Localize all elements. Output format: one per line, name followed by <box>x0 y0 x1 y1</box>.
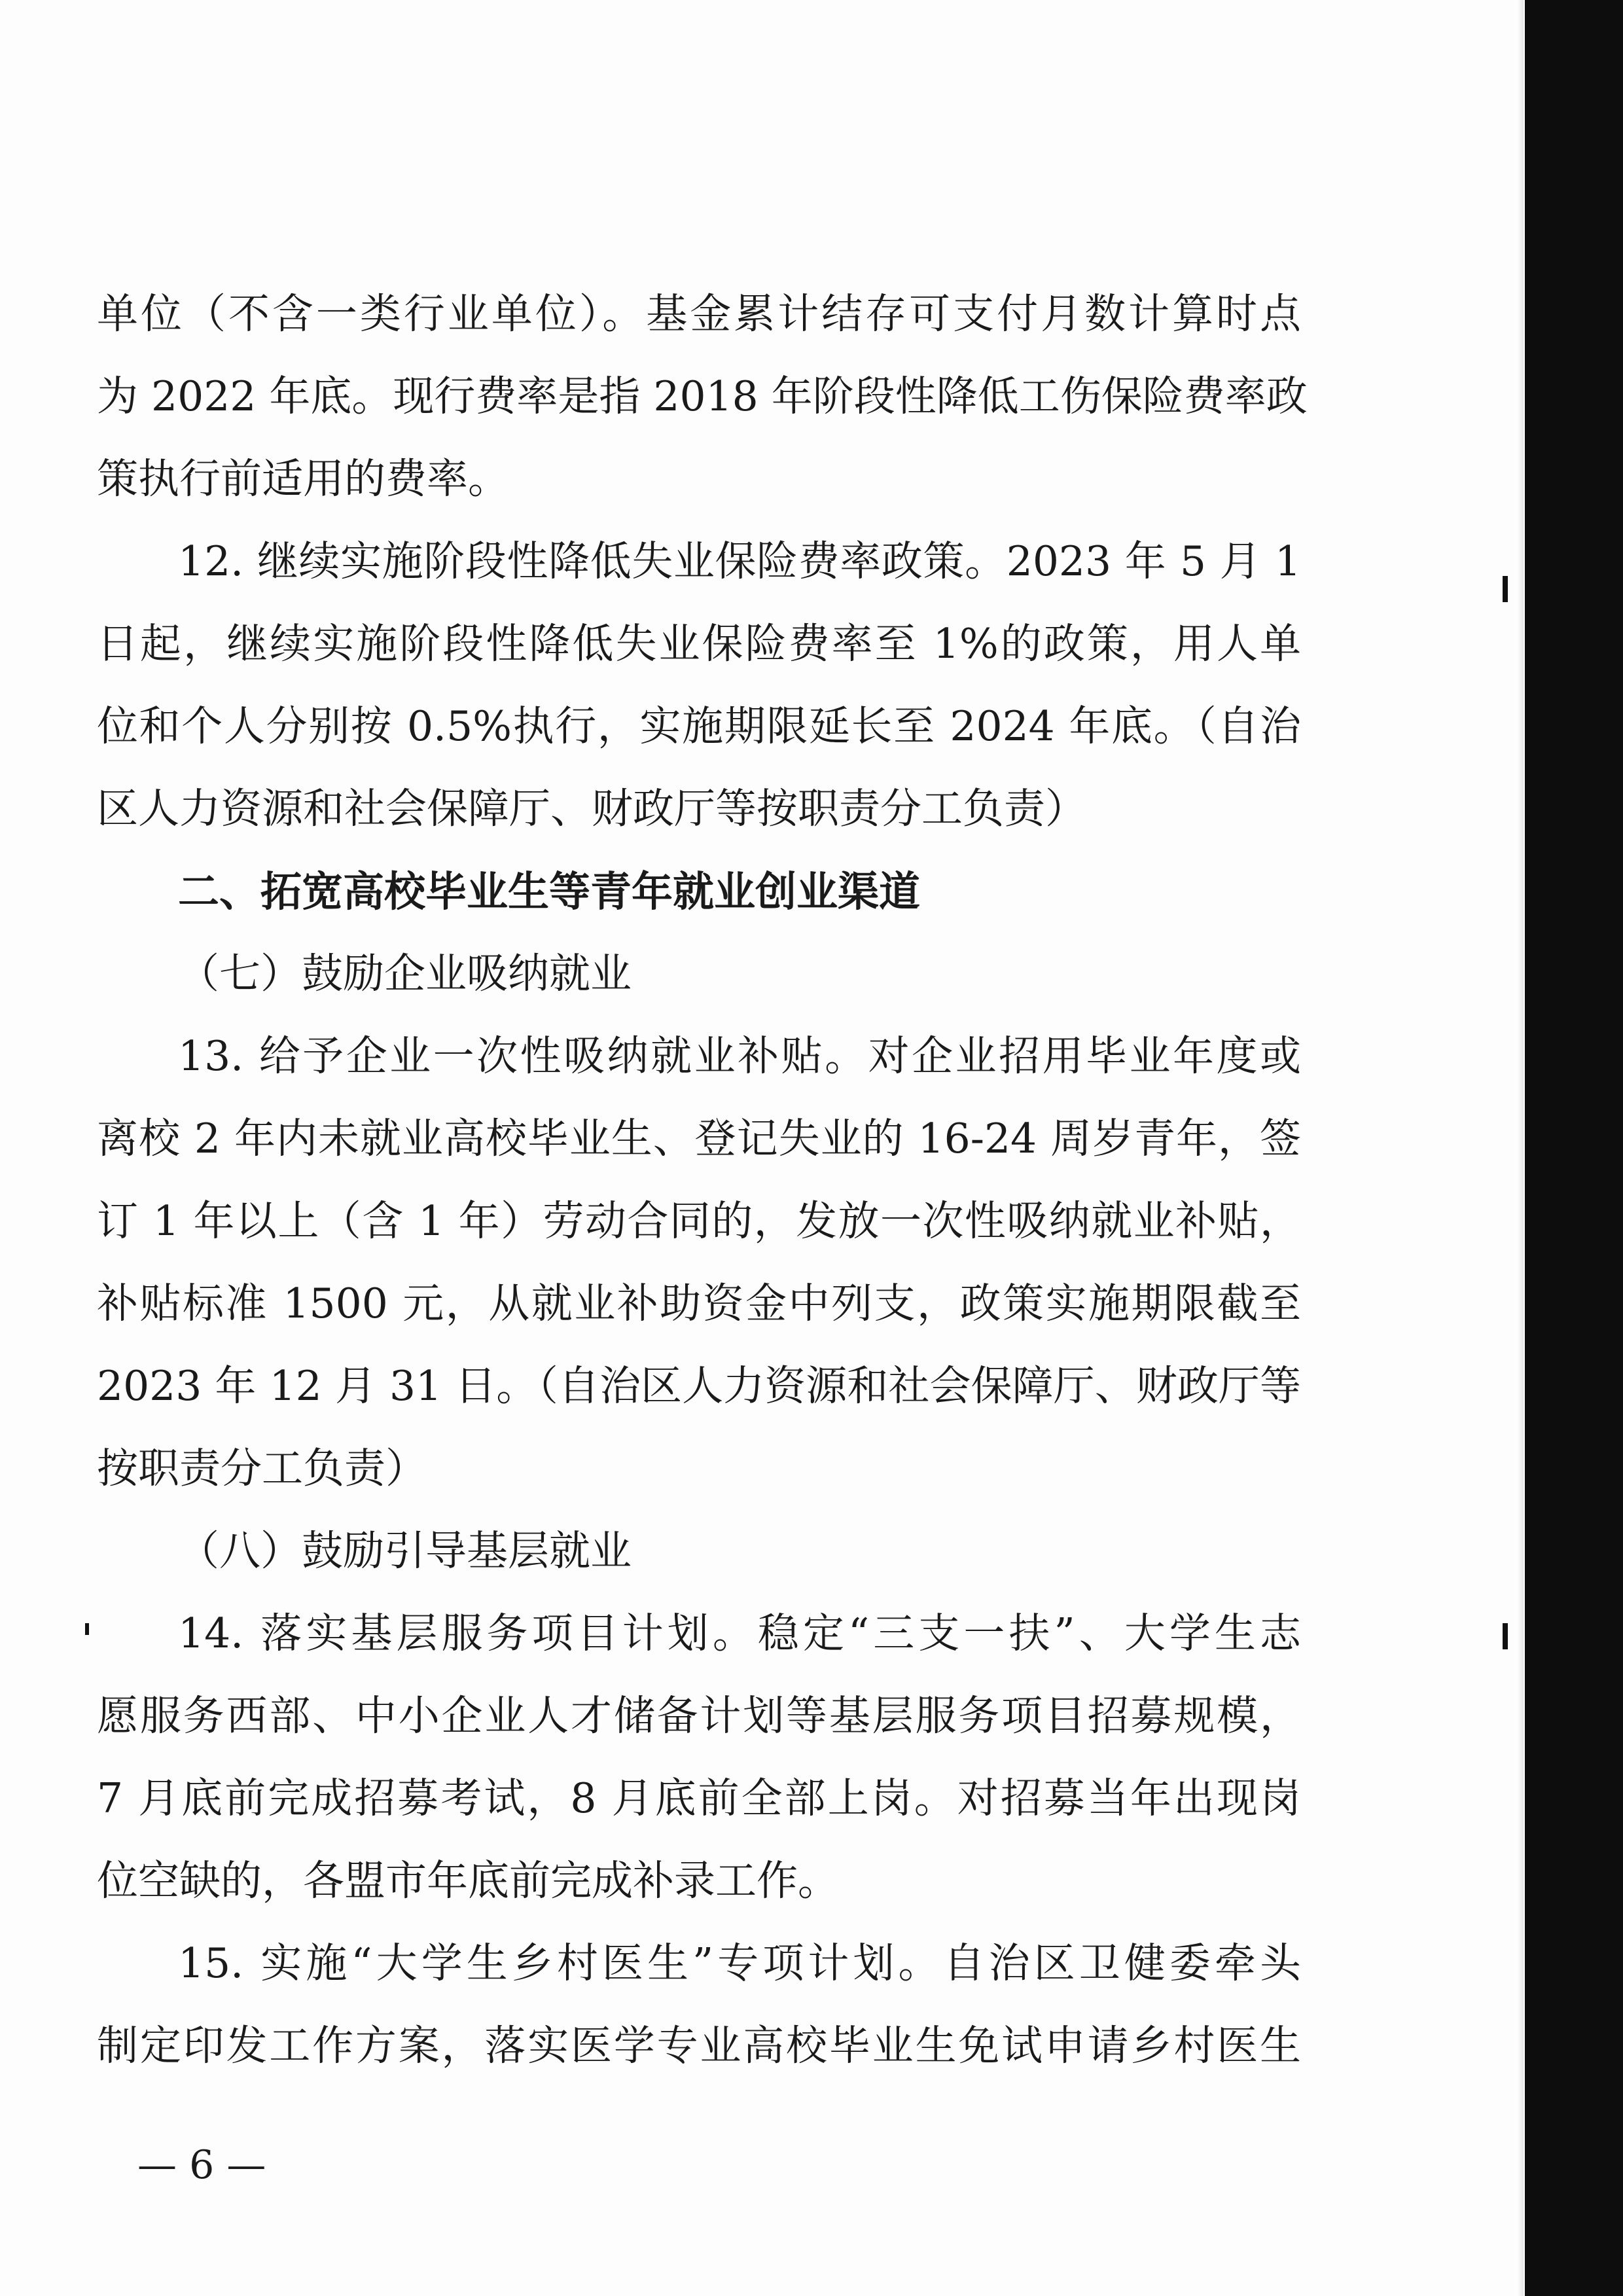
scan-mark <box>85 1623 89 1635</box>
text-line: 2023 年 12 月 31 日。（自治区人力资源和社会保障厅、财政厅等 <box>97 1362 1301 1410</box>
text-line: 7 月底前完成招募考试，8 月底前全部上岗。对招募当年出现岗 <box>97 1774 1301 1822</box>
scan-mark <box>1503 1623 1508 1649</box>
text-line: 愿服务西部、中小企业人才储备计划等基层服务项目招募规模， <box>97 1692 1301 1740</box>
subsection-heading: （八）鼓励引导基层就业 <box>178 1527 632 1575</box>
text-line: 单位（不含一类行业单位）。基金累计结存可支付月数计算时点 <box>97 290 1301 338</box>
text-line: 策执行前适用的费率。 <box>97 455 509 503</box>
text-line: 区人力资源和社会保障厅、财政厅等按职责分工负责） <box>97 785 1086 833</box>
text-line: 日起，继续实施阶段性降低失业保险费率至 1%的政策，用人单 <box>97 620 1301 668</box>
page-number: — 6 — <box>137 2142 266 2188</box>
text-line: 15. 实施“大学生乡村医生”专项计划。自治区卫健委牵头 <box>178 1939 1301 1987</box>
text-line: 13. 给予企业一次性吸纳就业补贴。对企业招用毕业年度或 <box>178 1032 1301 1080</box>
text-line: 补贴标准 1500 元，从就业补助资金中列支，政策实施期限截至 <box>97 1280 1301 1327</box>
text-line: 按职责分工负责） <box>97 1444 427 1492</box>
section-heading: 二、拓宽高校毕业生等青年就业创业渠道 <box>178 867 920 916</box>
page-edge <box>1517 0 1524 2296</box>
text-line: 14. 落实基层服务项目计划。稳定“三支一扶”、大学生志 <box>178 1609 1301 1657</box>
text-line: 位和个人分别按 0.5%执行，实施期限延长至 2024 年底。（自治 <box>97 702 1301 750</box>
scan-mark <box>1503 576 1508 602</box>
text-line: 位空缺的，各盟市年底前完成补录工作。 <box>97 1857 839 1905</box>
text-line: 12. 继续实施阶段性降低失业保险费率政策。2023 年 5 月 1 <box>178 537 1301 585</box>
subsection-heading: （七）鼓励企业吸纳就业 <box>178 950 632 997</box>
text-line: 订 1 年以上（含 1 年）劳动合同的，发放一次性吸纳就业补贴， <box>97 1197 1301 1245</box>
scan-border <box>1525 0 1623 2296</box>
text-line: 为 2022 年底。现行费率是指 2018 年阶段性降低工伤保险费率政 <box>97 372 1308 420</box>
text-line: 制定印发工作方案，落实医学专业高校毕业生免试申请乡村医生 <box>97 2022 1301 2070</box>
text-line: 离校 2 年内未就业高校毕业生、登记失业的 16-24 周岁青年，签 <box>97 1115 1301 1162</box>
